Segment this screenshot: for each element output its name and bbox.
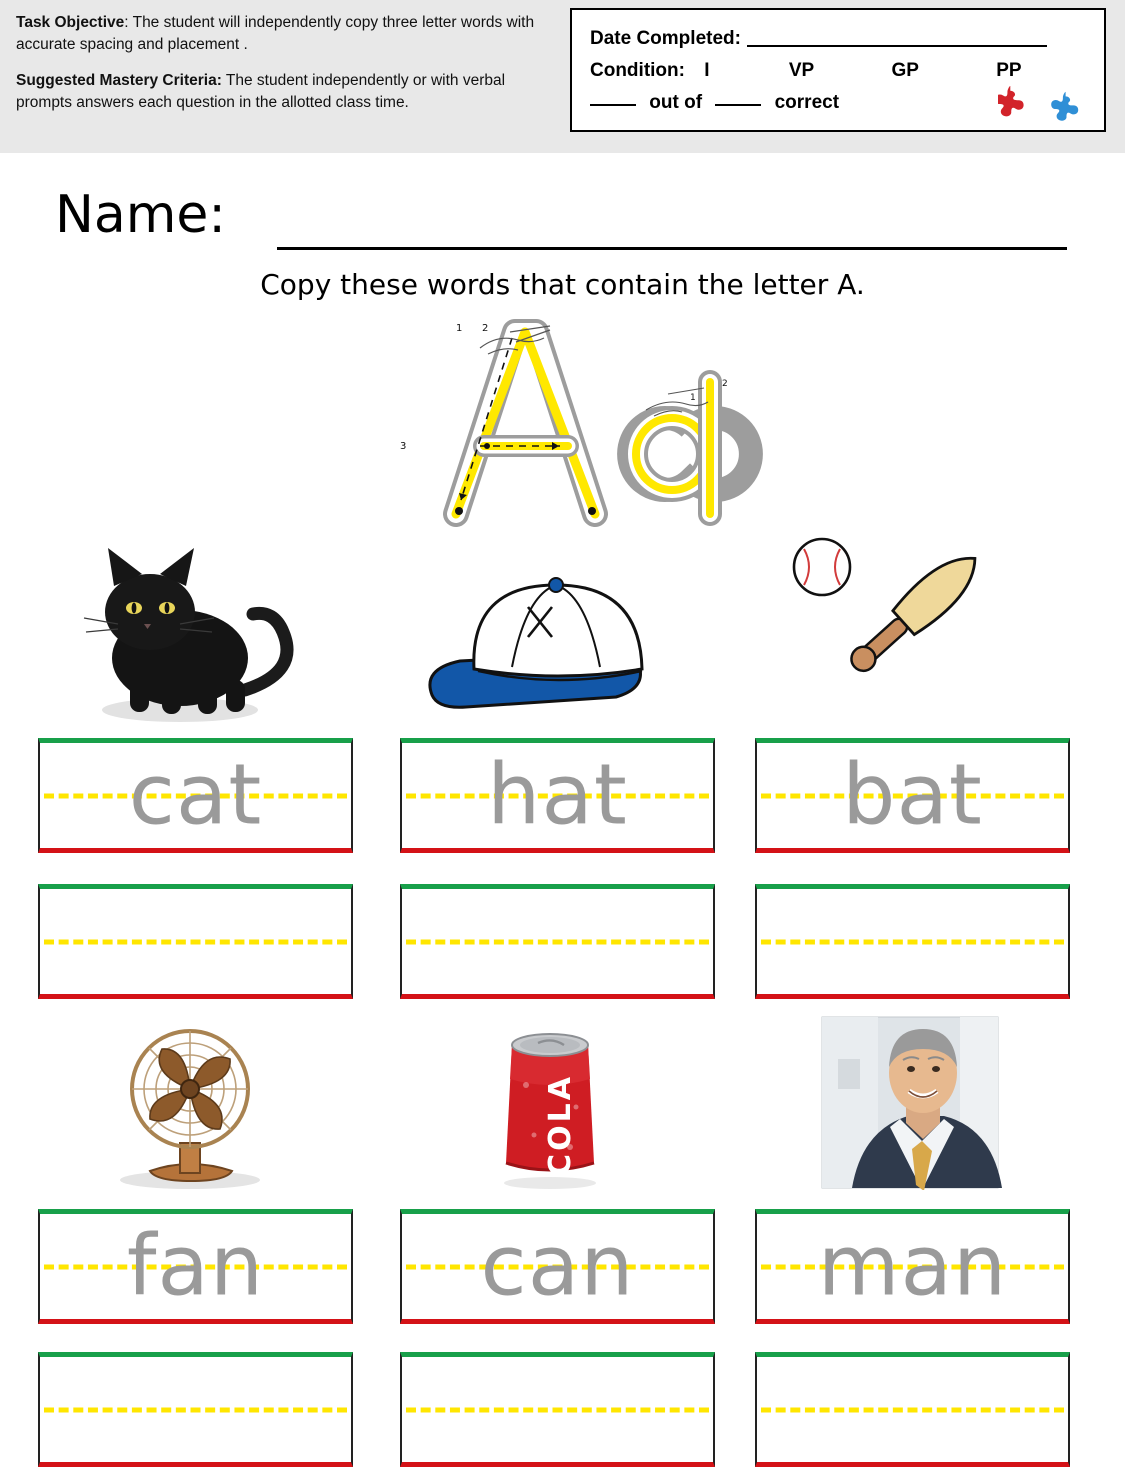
bat-picture — [760, 525, 1060, 715]
mastery-criteria-paragraph — [16, 70, 536, 114]
puzzle-pieces-icon — [998, 86, 1094, 126]
word-line-man[interactable] — [755, 1209, 1070, 1324]
dashed-midline — [44, 939, 347, 944]
svg-text:COLA: COLA — [543, 1074, 578, 1176]
header-band — [0, 0, 1125, 153]
traced-word: cat — [128, 744, 263, 843]
score-suffix-label: correct — [774, 92, 840, 113]
svg-text:1: 1 — [456, 323, 463, 334]
man-picture — [760, 1015, 1060, 1190]
svg-text:3: 3 — [400, 441, 407, 452]
traced-word: hat — [487, 744, 628, 843]
word-line-can[interactable] — [400, 1209, 715, 1324]
condition-option-i[interactable]: I — [704, 60, 710, 81]
blank-practice-line-2[interactable] — [400, 884, 715, 999]
mastery-criteria-text: The student independently or with verbal prompts answers each question in the allotted class time. — [16, 72, 506, 111]
condition-row — [590, 60, 1022, 82]
cat-picture — [30, 540, 330, 730]
dashed-midline — [406, 1407, 709, 1412]
blank-practice-line-1[interactable] — [38, 884, 353, 999]
uppercase-a-trace — [400, 323, 596, 515]
word-line-bat[interactable] — [755, 738, 1070, 853]
word-line-cat[interactable] — [38, 738, 353, 853]
date-completed-row — [590, 28, 1047, 50]
condition-label: Condition: — [590, 60, 685, 81]
can-picture — [400, 1015, 700, 1190]
svg-text:1: 1 — [690, 393, 696, 403]
svg-text:2: 2 — [722, 379, 728, 389]
task-objective-label: Task Objective — [16, 14, 125, 31]
lowercase-a-trace — [629, 379, 751, 514]
score-prefix-label: out of — [649, 92, 703, 113]
name-row — [55, 185, 1075, 255]
traced-word: bat — [842, 744, 983, 843]
instruction-text: Copy these words that contain the letter A. — [260, 268, 865, 301]
task-objective-text: : The student will independently copy three letter words with accurate spacing and placement . — [16, 14, 535, 53]
blank-practice-line-3[interactable] — [755, 884, 1070, 999]
fan-picture — [40, 1015, 340, 1190]
score-denominator-blank[interactable] — [715, 104, 761, 106]
dashed-midline — [44, 1407, 347, 1412]
date-completed-label: Date Completed: — [590, 28, 741, 49]
mastery-criteria-label: Suggested Mastery Criteria: — [16, 72, 222, 89]
condition-option-gp[interactable]: GP — [891, 60, 919, 81]
word-line-fan[interactable] — [38, 1209, 353, 1324]
blank-practice-line-5[interactable] — [400, 1352, 715, 1467]
data-collection-box — [570, 8, 1106, 132]
objective-block — [16, 12, 536, 128]
dashed-midline — [761, 1407, 1064, 1412]
traced-word: man — [817, 1215, 1008, 1314]
word-line-hat[interactable] — [400, 738, 715, 853]
svg-text:2: 2 — [482, 323, 489, 334]
blank-practice-line-6[interactable] — [755, 1352, 1070, 1467]
traced-word: can — [480, 1215, 635, 1314]
date-completed-blank[interactable] — [747, 45, 1047, 47]
blank-practice-line-4[interactable] — [38, 1352, 353, 1467]
traced-word: fan — [126, 1215, 265, 1314]
name-input-line[interactable] — [277, 247, 1067, 250]
hat-picture — [400, 545, 700, 735]
score-numerator-blank[interactable] — [590, 104, 636, 106]
condition-option-pp[interactable]: PP — [996, 60, 1022, 81]
score-row — [590, 92, 839, 114]
letter-tracing-graphic — [360, 318, 780, 536]
dashed-midline — [761, 939, 1064, 944]
dashed-midline — [406, 939, 709, 944]
task-objective-paragraph — [16, 12, 536, 56]
name-label: Name: — [55, 185, 226, 245]
condition-option-vp[interactable]: VP — [788, 60, 815, 81]
